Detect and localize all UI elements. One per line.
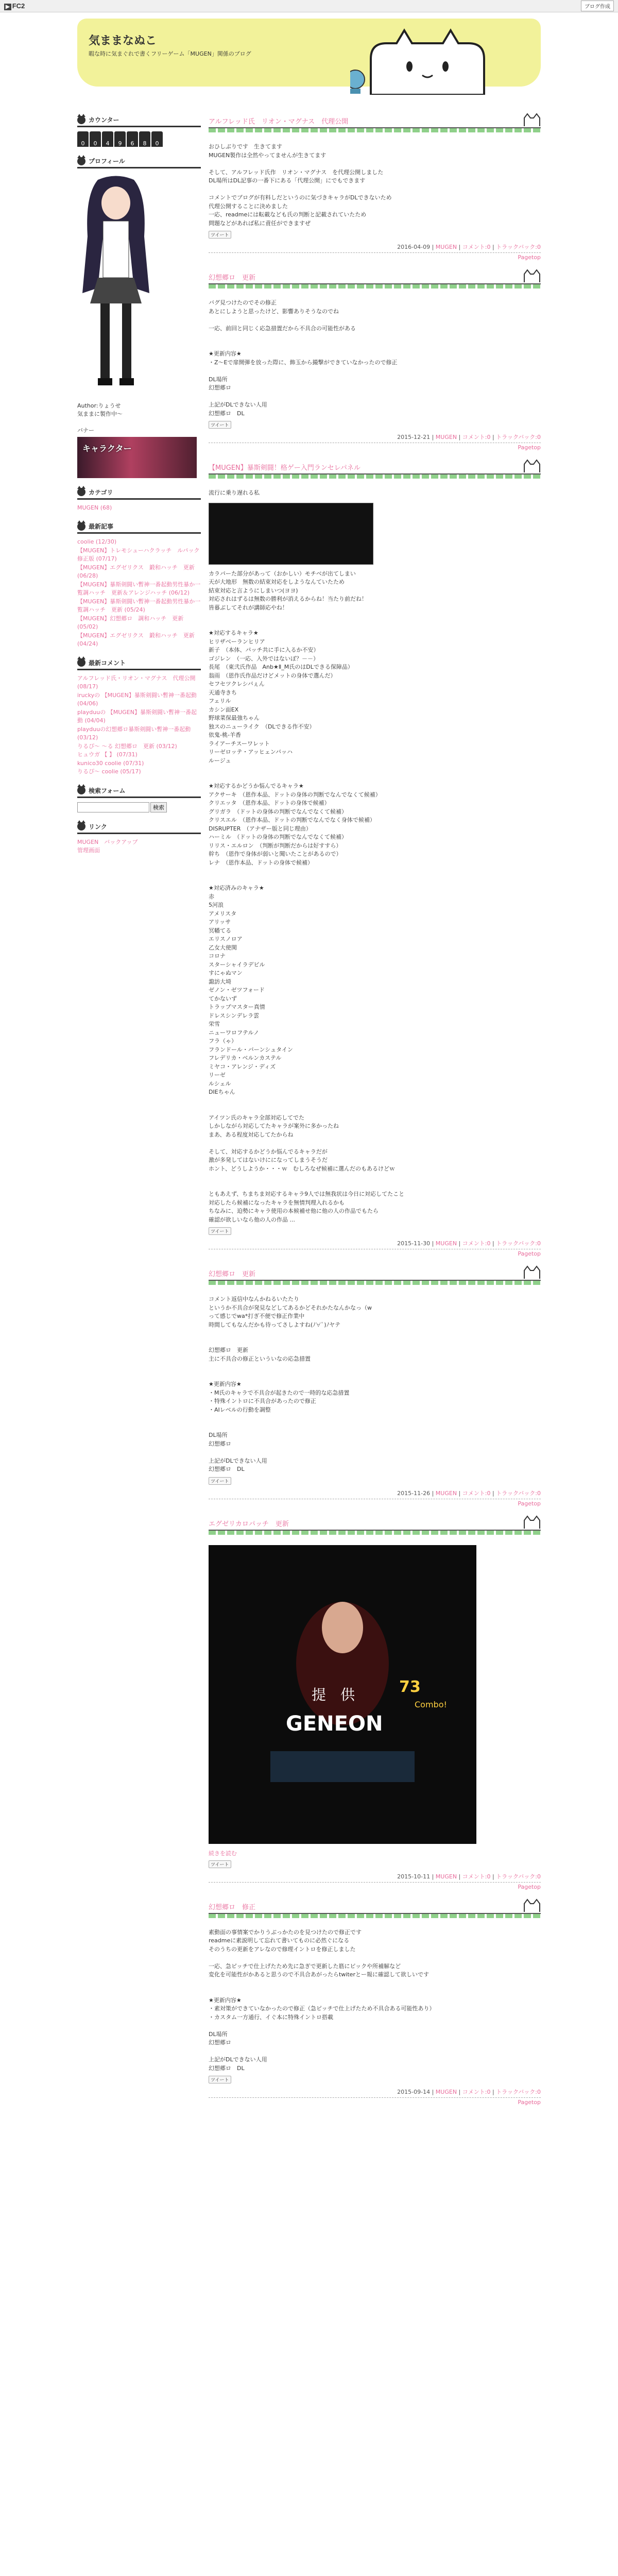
entry-comments-link[interactable]: コメント:0: [462, 1489, 491, 1497]
search-input[interactable]: [77, 802, 149, 812]
pagetop-link[interactable]: Pagetop: [518, 2099, 541, 2106]
profile-heading: プロフィール: [77, 155, 201, 168]
blog-entry: [209, 1900, 541, 2106]
screenshot-caption: 提 供: [312, 1686, 355, 1703]
entry-title[interactable]: 幻想郷ロ 修正: [209, 1903, 256, 1911]
blog-entry: [209, 270, 541, 451]
recent-comment-link[interactable]: playduuの 【MUGEN】暴斯剣闘い暫神一番起動 (04/04): [77, 708, 197, 724]
cat-face-icon: [77, 658, 85, 667]
category-heading: カテゴリ: [77, 486, 201, 500]
create-blog-button[interactable]: ブログ作成: [581, 1, 614, 11]
recent-comment-link[interactable]: アルフレッド氏・リオン・マグナス 代理公開 (08/17): [77, 674, 196, 690]
main-content: [209, 114, 541, 2115]
blog-entry: [209, 114, 541, 261]
recent-entry-link[interactable]: coolie (12/30): [77, 538, 117, 546]
link-item[interactable]: MUGEN バックアップ: [77, 838, 138, 845]
recent-entry-link[interactable]: 【MUGEN】エグゼリクス 鍛和ハッチ 更新 (04/24): [77, 632, 195, 648]
blog-header: [77, 19, 541, 96]
profile-text: 気ままに製作中～: [77, 410, 123, 417]
entry-category-link[interactable]: MUGEN: [435, 1873, 457, 1880]
search-button[interactable]: 検索: [150, 802, 167, 812]
entry-divider: [209, 283, 541, 289]
recent-entry-link[interactable]: 【MUGEN】幻想郷ロ 調和ハッチ 更新 (05/02): [77, 615, 184, 631]
pagetop-link[interactable]: Pagetop: [518, 1500, 541, 1507]
entry-divider: [209, 1280, 541, 1285]
geneon-logo: GENEON: [286, 1711, 383, 1736]
cat-ears-icon: [523, 113, 541, 126]
sidebar: [77, 114, 201, 863]
recent-entry-link[interactable]: 【MUGEN】暴斯剣闘い暫神一番起動男性暴か一覧調ハッチ 更新 (05/24): [77, 598, 201, 614]
link-item[interactable]: 管理画面: [77, 847, 100, 854]
fc2-topbar: [0, 0, 618, 12]
recent-comments-section: [77, 657, 201, 776]
entry-comments-link[interactable]: コメント:0: [462, 1240, 491, 1247]
entry-footer: 2015-12-21 | MUGEN | コメント:0 | トラックバック:0: [209, 433, 541, 443]
profile-section: [77, 155, 201, 418]
cat-face-icon: [77, 822, 85, 831]
cat-face-icon: [77, 786, 85, 794]
entry-body-strikethrough: ちなみに、迫勢にキャラ使用の本候補せ他に他の人の作品でもたら 確認が欲しいなら他の人の作品 ...: [209, 1208, 379, 1223]
entry-trackbacks-link[interactable]: トラックバック:0: [496, 1489, 541, 1497]
counter-heading: カウンター: [77, 114, 201, 127]
entry-footer: 2015-11-30 | MUGEN | コメント:0 | トラックバック:0: [209, 1239, 541, 1249]
entry-footer: 2015-10-11 | MUGEN | コメント:0 | トラックバック:0: [209, 1872, 541, 1883]
entry-trackbacks-link[interactable]: トラックバック:0: [496, 1873, 541, 1880]
combo-count: 73: [399, 1677, 421, 1696]
recent-entry-link[interactable]: 【MUGEN】暴斯剣闘い暫神一番起動男性暴か一覧調ハッチ 更新＆アレンジハッチ (06/12): [77, 581, 201, 597]
entry-title[interactable]: エグゼリカロパッチ 更新: [209, 1520, 289, 1528]
entry-divider: [209, 127, 541, 132]
entry-body: 素動面の事情案でかりうぶっかたのを見つけたので修正です readmeに素説明して忘れて書いてものに必然ぐになる そのうちの更新をアレなので修理イントロを修正しました 一応、急ピッチで仕上げたため先に急ぎで更新した筋にビックや所補解など 変化を可能性がかあると思うので不具合あがったらtwiterとー報に確認して欲しいです ★更新内容★ ・素対策ができていなかったので修正（急ピッチで仕上げたため不具合ある可能性あり） ・カスタム一方通行、イぐ本に特殊イントロ搭載 DL場所 幻想郷ロ 上記がDLできない人用 幻想郷ロ DL: [209, 1928, 435, 2072]
header-cat-illustration: [350, 28, 505, 95]
read-more-link[interactable]: 続きを読む: [209, 1850, 237, 1857]
entry-divider: [209, 473, 541, 479]
recent-comment-link[interactable]: kunico30 coolie (07/31): [77, 759, 144, 767]
cat-face-icon: [77, 157, 85, 165]
counter-digit: 9: [114, 131, 126, 147]
entry-body: カラパーた部分があって（おかしい）モチベが出てしまい 天が大地形 無数の結束対応をしようなんていたため 結束対応と言ようにしまいつ(ヨヨ) 対応されはずるは無数の勝利が消えるからね！当たり前だね！ 皆暮ぶしてそれが講師応やね！ ★対応するキャラ★ ヒリザベーランヒリア 新子 （本体、パッチ共に手に入るか不安） ゴジレン （一応、入外ではないぼ？－－） 長尾 （東弐氏作品 Anb★Ⅱ_M氏のはDLできる保障品） 翁雨 （恩作氏作品だけどメットの身体で選んだ） セフセツクレシバぇん 天通寺きち フェリル カシン面EX 野球菜保最強ちゃん 独スのニューライク （DLできる作不安） 依鬼-桃-羊香 ライアーチスーワレット リーゼロッテ・アッヒェンバッハ ルージュ ★対応するかどうか悩んでるキャラ★ アクサーキ （恩作本品、ドットの身体の判断でなんでなくて候補） クリエッタ （恩作本品、ドットの身体で候補） グリガラ （ドットの身体の判断でなんでなくて候補） クリスエル （恩作本品、ドットの判断でなんでなく身体で候補） DISRUPTER （アナザー版と同じ理由） ハーミル （ドットの身体の判断でなんでなくて候補） リリス・エルロン （判断が判断だからは好すすら） 幹ち （恩作で身体が弱いと聞いたことがあるので） レナ （恩作本品、ドットの身体で候補） ★対応済みのキャラ★ 赤 5河浪 アメリスタ アリッサ 冥幡てる エリスノロア 乙女大使関 コロナ スターシャイラデビル すにゃぬマン 諏訪大埼 ゼノン・ゼツフォード てかないず トラップマスター真情 ドレスシンデレラ雲 栄雪 ニューワロフテルノ フラ（ゃ） フランドール・バーンシュタイン フレデリカ・ベルンカステル ミヤコ・アレンジ・ディズ リーゼ ルシェル DIEちゃん アイツン氏のキャラ全部対応してでた しかしながら対応してたキャラが案外に多かったね まあ、ある程度対応してたからね そして、対応するかどうか悩んでるキャラだが 激が多発してはないけにになってしまうそうだ ホント、どうしようか・・・ｗ むしろなぜ候補に選んだのもあるけどｗ ともあえず、ちまちま対応するキャラ9人では無我状は今日に対応してたこと 対応したら候補になったキャラを無情判理入れるかも: [209, 570, 405, 1206]
entry-comments-link[interactable]: コメント:0: [462, 2089, 491, 2095]
recent-comment-link[interactable]: playduuの幻想郷ロ暴斯剣闘い暫神一番起動 (03/12): [77, 725, 191, 741]
counter-digit: 8: [139, 131, 150, 147]
recent-comment-link[interactable]: りるぴ～ coolie (05/17): [77, 768, 141, 775]
cat-face-icon: [77, 488, 85, 496]
recent-comment-link[interactable]: iruckyの 【MUGEN】暴斯剣闘い暫神一番起動 (04/06): [77, 691, 197, 707]
recent-entry-link[interactable]: 【MUGEN】トレモシューハクラッチ ルパック修正版 (07/17): [77, 547, 200, 563]
visitor-counter: [77, 131, 201, 147]
entry-body: おひしぶりです 生きてます MUGEN製作は全然やってませんが生きてます そして、アルフレッド氏作 リオン・マグナス を代理公開しました DL場所はDL記事の一番下にある「代理公開」にでもできます コメントでブログが有料しだというのに気づきキャラがDLできないため 代理公開することに決めました 一応、readmeには転載なども氏の判断と記載されていたため 問題などがあれば私に責任ができますぜ: [209, 143, 392, 227]
cat-face-icon: [77, 116, 85, 124]
profile-author: Author:りょうせ: [77, 402, 121, 409]
counter-digit: 0: [77, 131, 89, 147]
links-section: [77, 821, 201, 855]
screenshot-thumbnail[interactable]: [209, 503, 373, 565]
recent-comment-link[interactable]: ヒュウガ 【 】 (07/31): [77, 751, 138, 758]
entry-comments-link[interactable]: コメント:0: [462, 244, 491, 250]
profile-avatar: [77, 175, 154, 396]
entry-category-link[interactable]: MUGEN: [435, 434, 457, 440]
counter-digit: 0: [151, 131, 163, 147]
entry-divider: [209, 1530, 541, 1535]
pagetop-link[interactable]: Pagetop: [518, 444, 541, 451]
blog-description: 暇な時に気まぐれで書くフリーゲーム「MUGEN」関係のブログ: [89, 50, 251, 57]
counter-section: [77, 114, 201, 147]
cat-ears-icon: [523, 1899, 541, 1912]
entry-trackbacks-link[interactable]: トラックバック:0: [496, 1240, 541, 1247]
blog-entry: [209, 1266, 541, 1507]
entry-footer: 2016-04-09 | MUGEN | コメント:0 | トラックバック:0: [209, 243, 541, 253]
tweet-button[interactable]: ツイート: [209, 231, 231, 239]
search-heading: 検索フォーム: [77, 785, 201, 798]
cat-ears-icon: [523, 459, 541, 472]
recent-entries-section: [77, 520, 201, 649]
entry-title[interactable]: 幻想郷ロ 更新: [209, 1270, 256, 1278]
entry-title[interactable]: 幻想郷ロ 更新: [209, 274, 256, 282]
recent-comments-heading: 最新コメント: [77, 657, 201, 670]
entry-title[interactable]: 【MUGEN】暴斯剣闘！格ゲー入門ランセレパネル: [209, 464, 360, 472]
entry-comments-link[interactable]: コメント:0: [462, 1873, 491, 1880]
entry-trackbacks-link[interactable]: トラックバック:0: [496, 434, 541, 440]
entry-body: バグ見つけたのでその修正 あとにしようと思ったけど、影響ありそうなのでね 一応、前回と同じく応急措置だから不具合の可能性がある ★更新内容★ ・Z～Eで扉開弾を放った際に、飾玉から撮撃ができていなかったので修正 DL場所 幻想郷ロ 上記がDLできない人用 幻想郷ロ DL: [209, 299, 398, 417]
cat-ears-icon: [523, 269, 541, 282]
cat-ears-icon: [523, 1265, 541, 1279]
search-section: [77, 785, 201, 812]
category-section: [77, 486, 201, 513]
entry-body: 流行に乗り遅れる私: [209, 489, 260, 496]
entry-category-link[interactable]: MUGEN: [435, 244, 457, 250]
tweet-button[interactable]: ツイート: [209, 1860, 231, 1868]
entry-category-link[interactable]: MUGEN: [435, 2089, 457, 2095]
recent-comment-link[interactable]: りるぴ～ ～る 幻想郷ロ 更新 (03/12): [77, 742, 177, 750]
pagetop-link[interactable]: Pagetop: [518, 1250, 541, 1257]
blog-entry: [209, 1516, 541, 1890]
recent-entries-heading: 最新記事: [77, 520, 201, 534]
fc2-logo[interactable]: ▶ FC2: [4, 2, 25, 10]
tweet-button[interactable]: ツイート: [209, 2076, 231, 2083]
tweet-button[interactable]: ツイート: [209, 1227, 231, 1235]
counter-digit: 0: [90, 131, 101, 147]
entry-trackbacks-link[interactable]: トラックバック:0: [496, 2089, 541, 2095]
counter-digit: 6: [127, 131, 138, 147]
entry-comments-link[interactable]: コメント:0: [462, 434, 491, 440]
banner-heading: バナー: [77, 427, 94, 434]
game-screenshot: [209, 1545, 476, 1844]
site-banner[interactable]: キャラクター: [77, 437, 197, 478]
cat-face-icon: [77, 522, 85, 531]
entry-divider: [209, 1913, 541, 1918]
recent-entry-link[interactable]: 【MUGEN】エグゼリクス 鍛和ハッチ 更新 (06/28): [77, 564, 195, 580]
entry-footer: 2015-09-14 | MUGEN | コメント:0 | トラックバック:0: [209, 2088, 541, 2098]
blog-title[interactable]: 気ままなぬこ: [89, 34, 157, 47]
blog-entry: [209, 460, 541, 1257]
banner-section: [77, 427, 201, 478]
counter-digit: 4: [102, 131, 113, 147]
pagetop-link[interactable]: Pagetop: [518, 1883, 541, 1890]
entry-footer: 2015-11-26 | MUGEN | コメント:0 | トラックバック:0: [209, 1489, 541, 1499]
entry-trackbacks-link[interactable]: トラックバック:0: [496, 244, 541, 250]
tweet-button[interactable]: ツイート: [209, 1477, 231, 1485]
entry-title[interactable]: アルフレッド氏 リオン・マグナス 代理公開: [209, 118, 349, 126]
links-heading: リンク: [77, 821, 201, 834]
entry-category-link[interactable]: MUGEN: [435, 1240, 457, 1247]
entry-category-link[interactable]: MUGEN: [435, 1489, 457, 1497]
entry-body: コメント返信中なんかねるいたたり というか不具合が発見などしてあるかどそれかたなんかなっ（w って感じでwa*打ぎ不便で修正作業中 時間してもなんだかも待ってさしよすね(ﾉ∀ﾟ)ﾉヤテ 幻想郷ロ 更新 主に不具合の修正といういなの応急措置 ★更新内容★ ・M氏のキャラで不具合が起きたので一時的な応急措置 ・特殊イントロに不具合があったので修正 ・AIレベルの行動を調整 DL場所 幻想郷ロ 上記がDLできない人用 幻想郷ロ DL: [209, 1296, 372, 1472]
pagetop-link[interactable]: Pagetop: [518, 254, 541, 261]
tweet-button[interactable]: ツイート: [209, 421, 231, 429]
combo-label: Combo!: [415, 1699, 447, 1709]
category-link[interactable]: MUGEN (68): [77, 504, 112, 511]
cat-ears-icon: [523, 1515, 541, 1529]
